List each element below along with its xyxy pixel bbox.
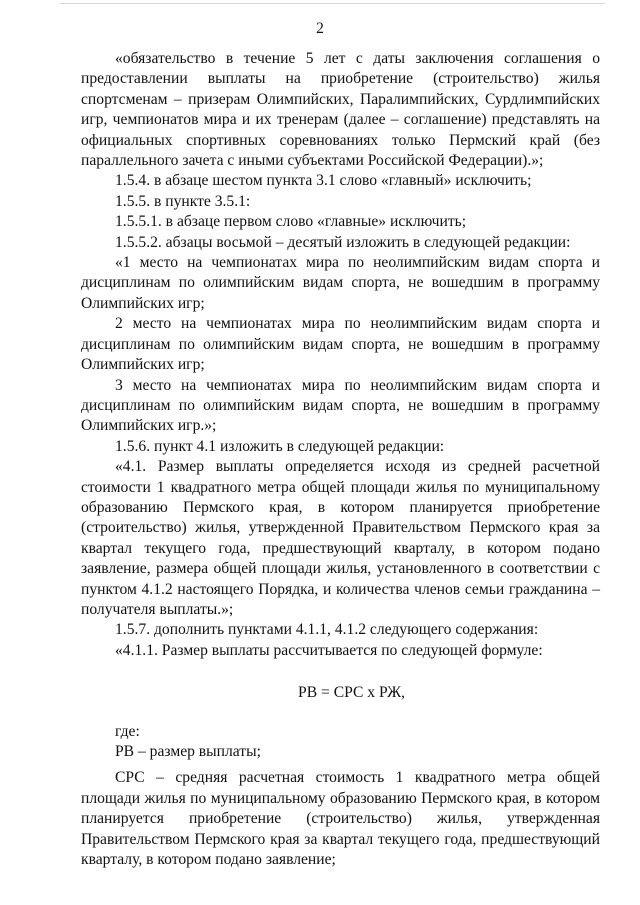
paragraph-1-5-5-1: 1.5.5.1. в абзаце первом слово «главные» исключить; xyxy=(115,213,467,231)
paragraph-obligation-clause: «обязательство в течение 5 лет с даты заключения соглашения о предоставлении выплаты на приобретение (строительство) жилья спортсменам – призерам Олимпийских, Паралимпийских, Сурдлимпийских игр, чемпионатов мира и их тренерам (далее – соглашение) представлять на официальных спортивных соревнованиях только Пермский край (без параллельного зачета с иными субъектами Российской Федерации).»; xyxy=(81,50,600,170)
paragraph-1-5-7: 1.5.7. дополнить пунктами 4.1.1, 4.1.2 следующего содержания: xyxy=(115,621,539,639)
paragraph-third-place: 3 место на чемпионатах мира по неолимпийским видам спорта и дисциплинам по олимпийским видам спорта, не вошедшим в программу Олимпийских игр.»; xyxy=(81,376,600,435)
paragraph-1-5-5: 1.5.5. в пункте 3.5.1: xyxy=(115,192,251,210)
definition-pv: РВ – размер выплаты; xyxy=(115,743,261,760)
formula-where-label: где: xyxy=(115,722,140,740)
paragraph-second-place: 2 место на чемпионатах мира по неолимпийским видам спорта и дисциплинам по олимпийским видам спорта, не вошедшим в программу Олимпийских игр; xyxy=(81,315,600,374)
paragraph-4-1: «4.1. Размер выплаты определяется исходя из средней расчетной стоимости 1 квадратного метра общей площади жилья по муниципальному образованию Пермского края, в котором планируется приобретение (строительство) жилья, утвержденной Правительством Пермского края за квартал текущего года, предшествующий кварталу, в котором подано заявление, размера общей площади жилья, установленного в соответствии с пунктом 4.1.2 настоящего Порядка, и количества членов семьи гражданина – получателя выплаты.»; xyxy=(81,458,600,618)
document-body xyxy=(81,49,600,870)
scan-top-edge-line xyxy=(60,3,605,4)
definition-srs: СРС – средняя расчетная стоимость 1 квадратного метра общей площади жилья по муниципальному образованию Пермского края, в котором планируется приобретение (строительство) жилья, утвержденная Правительством Пермского края за квартал текущего года, предшествующий кварталу, в котором подано заявление; xyxy=(81,769,600,869)
paragraph-4-1-1: «4.1.1. Размер выплаты рассчитывается по следующей формуле: xyxy=(115,641,543,659)
page-number: 2 xyxy=(316,20,324,37)
paragraph-1-5-5-2: 1.5.5.2. абзацы восьмой – десятый изложить в следующей редакции: xyxy=(115,233,571,251)
payment-formula: РВ = СРС х РЖ, xyxy=(298,684,405,702)
paragraph-first-place: «1 место на чемпионатах мира по неолимпийским видам спорта и дисциплинам по олимпийским видам спорта, не вошедшим в программу Олимпийских игр; xyxy=(81,254,600,312)
paragraph-1-5-6: 1.5.6. пункт 4.1 изложить в следующей редакции: xyxy=(115,437,445,455)
paragraph-1-5-4: 1.5.4. в абзаце шестом пункта 3.1 слово «главный» исключить; xyxy=(115,172,532,190)
